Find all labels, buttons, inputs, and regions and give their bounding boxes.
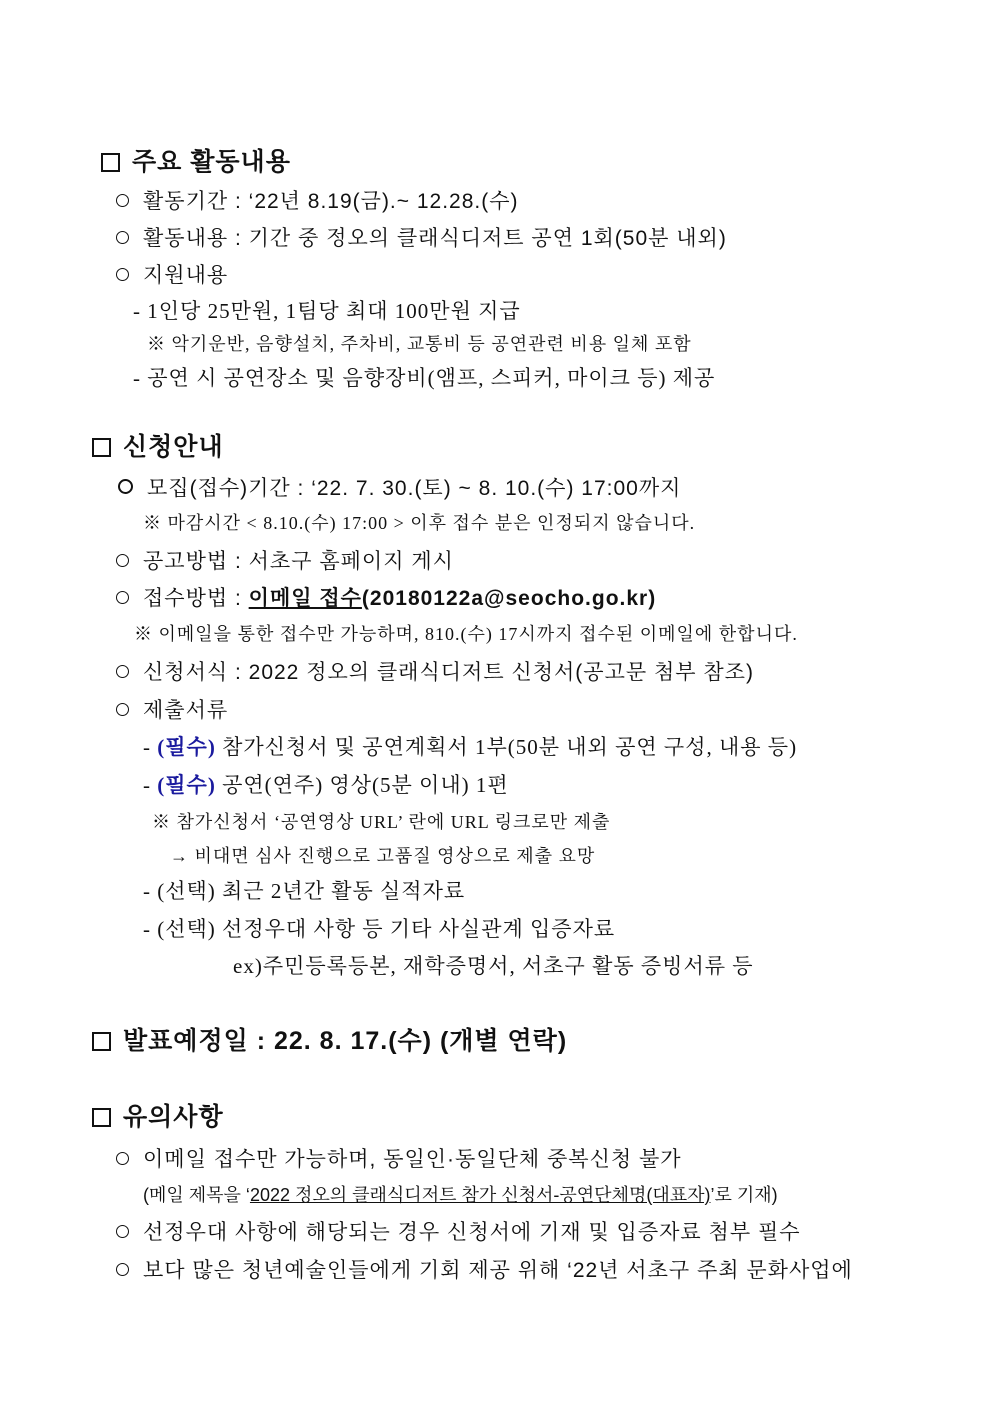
required-doc-1: - (필수) 참가신청서 및 공연계획서 1부(50분 내외 공연 구성, 내용 등) [143, 735, 798, 759]
circle-bullet-icon [116, 665, 129, 678]
required-doc-2: - (필수) 공연(연주) 영상(5분 이내) 1편 [143, 773, 509, 797]
video-quality-note: → 비대면 심사 진행으로 고품질 영상으로 제출 요망 [170, 846, 596, 866]
required-tag: (필수) [157, 773, 216, 797]
support-venue: - 공연 시 공연장소 및 음향장비(앰프, 스피커, 마이크 등) 제공 [133, 366, 716, 390]
video-url-note: ※ 참가신청서 ‘공연영상 URL’ 란에 URL 링크로만 제출 [152, 812, 611, 832]
circle-bullet-icon [116, 554, 129, 567]
checkbox-square-icon [101, 153, 120, 172]
circle-bullet-icon [116, 703, 129, 716]
deadline-note: ※ 마감시간 < 8.10.(수) 17:00 > 이후 접수 분은 인정되지 않습니다. [143, 513, 696, 533]
section-heading-announcement: 발표예정일 : 22. 8. 17.(수) (개별 연락) [92, 1021, 567, 1057]
checkbox-square-icon [92, 1032, 111, 1051]
section-heading-activities: 주요 활동내용 [101, 142, 291, 178]
opportunity-note: 보다 많은 청년예술인들에게 기회 제공 위해 ‘22년 서초구 주최 문화사업에 [116, 1254, 853, 1284]
circle-bullet-icon [116, 1152, 129, 1165]
notice-method: 공고방법 : 서초구 홈페이지 게시 [116, 545, 454, 575]
circle-bullet-icon [116, 1263, 129, 1276]
recruit-period: 모집(접수)기간 : ‘22. 7. 30.(토) ~ 8. 10.(수) 17:00까지 [118, 472, 681, 502]
activity-period: 활동기간 : ‘22년 8.19(금).~ 12.28.(수) [116, 185, 519, 215]
preference-note: 선정우대 사항에 해당되는 경우 신청서에 기재 및 입증자료 첨부 필수 [116, 1216, 801, 1246]
submission-method: 접수방법 : 이메일 접수(20180122a@seocho.go.kr) [116, 582, 656, 612]
documents-heading: 제출서류 [116, 694, 228, 724]
duplicate-application-note: 이메일 접수만 가능하며, 동일인·동일단체 중복신청 불가 [116, 1143, 682, 1173]
section-heading-precautions: 유의사항 [92, 1097, 224, 1133]
circle-bullet-icon [116, 231, 129, 244]
section-heading-application: 신청안내 [92, 427, 224, 463]
circle-bullet-icon [118, 479, 133, 494]
email-submission-link: 이메일 접수 [248, 587, 362, 610]
support-fee-note: ※ 악기운반, 음향설치, 주차비, 교통비 등 공연관련 비용 일체 포함 [147, 334, 692, 354]
checkbox-square-icon [92, 1108, 111, 1127]
checkbox-square-icon [92, 438, 111, 457]
optional-doc-1: - (선택) 최근 2년간 활동 실적자료 [143, 879, 466, 903]
circle-bullet-icon [116, 1225, 129, 1238]
email-address: (20180122a@seocho.go.kr) [361, 587, 657, 610]
optional-doc-2: - (선택) 선정우대 사항 등 기타 사실관계 입증자료 [143, 917, 616, 941]
support-fee: - 1인당 25만원, 1팀당 최대 100만원 지급 [133, 299, 521, 323]
circle-bullet-icon [116, 194, 129, 207]
email-note: ※ 이메일을 통한 접수만 가능하며, 810.(수) 17시까지 접수된 이메일에 한합니다. [134, 624, 798, 644]
circle-bullet-icon [116, 268, 129, 281]
mail-subject-example: 2022 정오의 클래식디저트 참가 신청서-공연단체명(대표자) [249, 1185, 711, 1205]
application-form: 신청서식 : 2022 정오의 클래식디저트 신청서(공고문 첨부 참조) [116, 656, 754, 686]
required-tag: (필수) [157, 735, 216, 759]
optional-doc-2-example: ex)주민등록등본, 재학증명서, 서초구 활동 증빙서류 등 [233, 954, 754, 978]
support-heading: 지원내용 [116, 259, 228, 289]
activity-content: 활동내용 : 기간 중 정오의 클래식디저트 공연 1회(50분 내외) [116, 222, 727, 252]
mail-subject-format: (메일 제목을 ‘2022 정오의 클래식디저트 참가 신청서-공연단체명(대표자)’로 기재) [143, 1185, 778, 1205]
circle-bullet-icon [116, 591, 129, 604]
